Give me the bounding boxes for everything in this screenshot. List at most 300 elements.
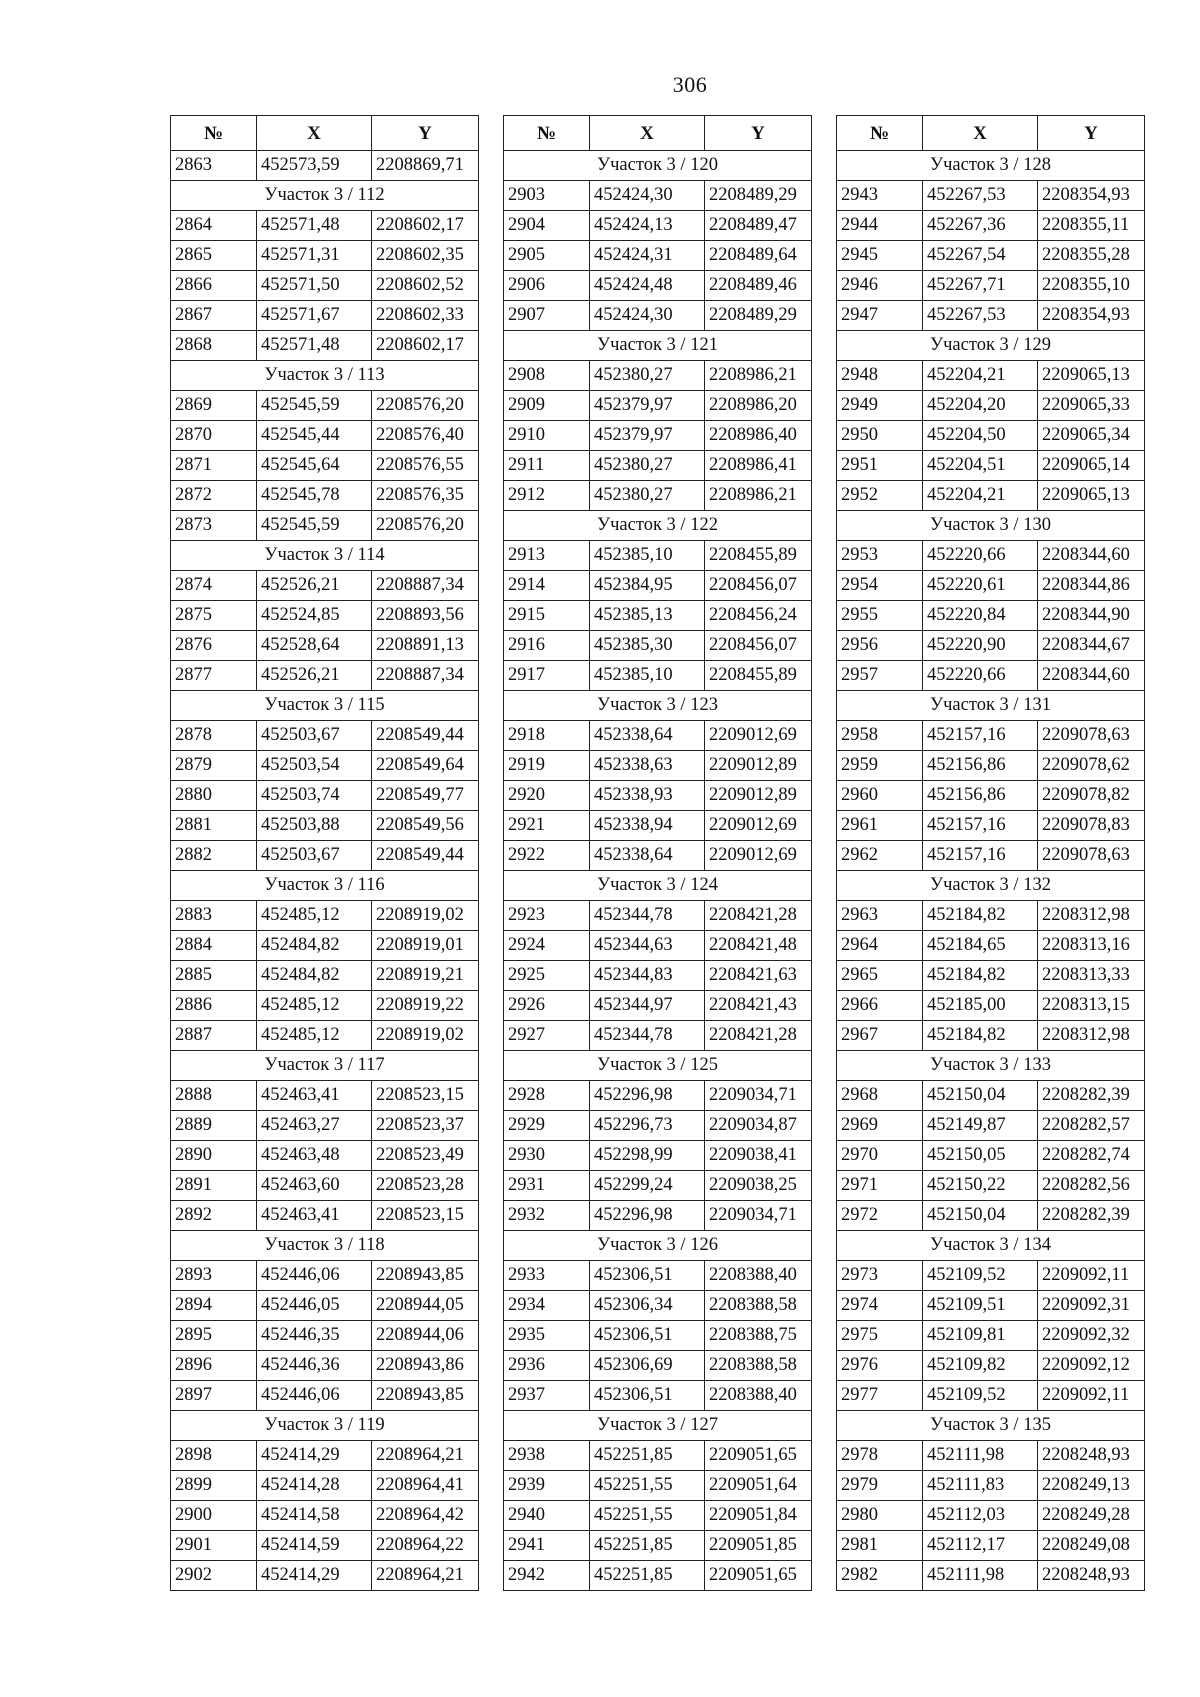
x-coordinate-cell: 452204,51 [923,451,1038,481]
y-coordinate-cell: 2209034,87 [705,1111,812,1141]
table-row [504,1321,812,1351]
table-row [837,1261,1145,1291]
point-number-cell: 2886 [171,991,257,1021]
y-coordinate-cell: 2208523,28 [372,1171,479,1201]
table-row [837,301,1145,331]
y-coordinate-cell: 2208344,67 [1038,631,1145,661]
x-coordinate-cell: 452184,65 [923,931,1038,961]
x-coordinate-cell: 452220,90 [923,631,1038,661]
x-coordinate-cell: 452424,13 [590,211,705,241]
y-coordinate-cell: 2208354,93 [1038,301,1145,331]
table-row [504,451,812,481]
point-number-cell: 2978 [837,1441,923,1471]
x-coordinate-cell: 452571,48 [257,211,372,241]
y-coordinate-cell: 2208576,35 [372,481,479,511]
table-row [837,541,1145,571]
point-number-cell: 2939 [504,1471,590,1501]
table-row [504,781,812,811]
y-coordinate-cell: 2208893,56 [372,601,479,631]
x-coordinate-cell: 452109,51 [923,1291,1038,1321]
x-coordinate-cell: 452526,21 [257,661,372,691]
table-row [837,1171,1145,1201]
point-number-cell: 2970 [837,1141,923,1171]
point-number-cell: 2905 [504,241,590,271]
table-row [837,1351,1145,1381]
table-row [171,1201,479,1231]
point-number-cell: 2967 [837,1021,923,1051]
y-coordinate-cell: 2208549,77 [372,781,479,811]
section-row [837,331,1145,361]
y-coordinate-cell: 2208919,02 [372,1021,479,1051]
y-coordinate-cell: 2209078,63 [1038,841,1145,871]
y-coordinate-cell: 2209051,65 [705,1441,812,1471]
x-coordinate-cell: 452503,54 [257,751,372,781]
x-coordinate-cell: 452380,27 [590,451,705,481]
y-coordinate-cell: 2209038,41 [705,1141,812,1171]
x-coordinate-cell: 452111,98 [923,1561,1038,1591]
table-row [504,1381,812,1411]
y-coordinate-cell: 2209038,25 [705,1171,812,1201]
table-row [504,841,812,871]
point-number-cell: 2881 [171,811,257,841]
x-coordinate-cell: 452379,97 [590,421,705,451]
point-number-cell: 2980 [837,1501,923,1531]
section-title: Участок 3 / 123 [504,691,812,721]
table-row [171,421,479,451]
table-row [504,541,812,571]
section-row [504,1231,812,1261]
point-number-cell: 2908 [504,361,590,391]
y-coordinate-cell: 2208388,58 [705,1291,812,1321]
point-number-cell: 2960 [837,781,923,811]
table-row [504,961,812,991]
table-row [504,1501,812,1531]
coordinate-table-3 [836,115,1145,1591]
x-coordinate-cell: 452267,71 [923,271,1038,301]
table-row [504,601,812,631]
point-number-cell: 2871 [171,451,257,481]
y-coordinate-cell: 2208964,41 [372,1471,479,1501]
x-coordinate-cell: 452251,55 [590,1471,705,1501]
point-number-cell: 2890 [171,1141,257,1171]
x-coordinate-cell: 452306,34 [590,1291,705,1321]
y-coordinate-cell: 2209078,63 [1038,721,1145,751]
point-number-cell: 2880 [171,781,257,811]
y-coordinate-cell: 2208355,28 [1038,241,1145,271]
y-coordinate-cell: 2208602,52 [372,271,479,301]
x-coordinate-cell: 452149,87 [923,1111,1038,1141]
x-coordinate-cell: 452380,27 [590,361,705,391]
section-row [171,871,479,901]
table-row [171,781,479,811]
table-row [171,151,479,181]
y-coordinate-cell: 2208919,22 [372,991,479,1021]
table-row [837,1531,1145,1561]
point-number-cell: 2903 [504,181,590,211]
x-coordinate-cell: 452150,04 [923,1081,1038,1111]
point-number-cell: 2915 [504,601,590,631]
table-row [837,1021,1145,1051]
x-coordinate-cell: 452446,36 [257,1351,372,1381]
y-coordinate-cell: 2208943,85 [372,1381,479,1411]
y-coordinate-cell: 2209051,65 [705,1561,812,1591]
point-number-cell: 2977 [837,1381,923,1411]
table-row [504,481,812,511]
point-number-cell: 2865 [171,241,257,271]
x-coordinate-cell: 452414,58 [257,1501,372,1531]
y-coordinate-cell: 2208986,41 [705,451,812,481]
point-number-cell: 2951 [837,451,923,481]
table-row [837,991,1145,1021]
table-row [504,211,812,241]
y-coordinate-cell: 2209078,62 [1038,751,1145,781]
table-row [504,751,812,781]
point-number-cell: 2963 [837,901,923,931]
table-row [837,1561,1145,1591]
point-number-cell: 2913 [504,541,590,571]
x-coordinate-cell: 452296,98 [590,1081,705,1111]
y-coordinate-cell: 2208489,47 [705,211,812,241]
x-coordinate-cell: 452157,16 [923,811,1038,841]
y-coordinate-cell: 2208344,90 [1038,601,1145,631]
point-number-cell: 2982 [837,1561,923,1591]
y-coordinate-cell: 2209092,32 [1038,1321,1145,1351]
x-coordinate-cell: 452503,88 [257,811,372,841]
point-number-cell: 2935 [504,1321,590,1351]
point-number-cell: 2875 [171,601,257,631]
table-row [837,1501,1145,1531]
point-number-cell: 2893 [171,1261,257,1291]
point-number-cell: 2902 [171,1561,257,1591]
table-row [171,481,479,511]
point-number-cell: 2918 [504,721,590,751]
point-number-cell: 2925 [504,961,590,991]
table-row [837,361,1145,391]
x-coordinate-cell: 452485,12 [257,991,372,1021]
table-row [171,1351,479,1381]
table-row [504,1171,812,1201]
x-coordinate-cell: 452545,59 [257,391,372,421]
section-title: Участок 3 / 122 [504,511,812,541]
table-row [837,241,1145,271]
table-row [171,241,479,271]
table-row [504,931,812,961]
table-row [171,1531,479,1561]
x-coordinate-cell: 452424,48 [590,271,705,301]
table-row [837,931,1145,961]
table-row [171,1561,479,1591]
y-coordinate-cell: 2209065,34 [1038,421,1145,451]
table-row [171,1381,479,1411]
table-row [837,271,1145,301]
point-number-cell: 2914 [504,571,590,601]
table-row [504,301,812,331]
point-number-cell: 2930 [504,1141,590,1171]
x-coordinate-cell: 452204,50 [923,421,1038,451]
point-number-cell: 2976 [837,1351,923,1381]
table-row [837,181,1145,211]
x-coordinate-cell: 452526,21 [257,571,372,601]
table-row [504,571,812,601]
y-coordinate-cell: 2208313,33 [1038,961,1145,991]
y-coordinate-cell: 2208964,21 [372,1441,479,1471]
table-row [504,631,812,661]
table-row [837,1201,1145,1231]
section-row [837,1231,1145,1261]
point-number-cell: 2883 [171,901,257,931]
x-coordinate-cell: 452306,51 [590,1381,705,1411]
y-coordinate-cell: 2208456,07 [705,631,812,661]
x-coordinate-cell: 452414,28 [257,1471,372,1501]
x-coordinate-cell: 452344,97 [590,991,705,1021]
y-coordinate-cell: 2209092,11 [1038,1261,1145,1291]
table-row [171,1081,479,1111]
point-number-cell: 2932 [504,1201,590,1231]
header-y: Y [1038,116,1145,151]
section-row [837,871,1145,901]
y-coordinate-cell: 2208964,21 [372,1561,479,1591]
x-coordinate-cell: 452424,30 [590,301,705,331]
point-number-cell: 2878 [171,721,257,751]
table-row [171,1321,479,1351]
x-coordinate-cell: 452484,82 [257,931,372,961]
x-coordinate-cell: 452503,67 [257,841,372,871]
point-number-cell: 2962 [837,841,923,871]
section-row [837,511,1145,541]
table-row [171,391,479,421]
point-number-cell: 2892 [171,1201,257,1231]
x-coordinate-cell: 452267,53 [923,181,1038,211]
table-header-row [171,116,479,151]
point-number-cell: 2946 [837,271,923,301]
table-row [837,1081,1145,1111]
x-coordinate-cell: 452112,17 [923,1531,1038,1561]
x-coordinate-cell: 452463,41 [257,1081,372,1111]
table-row [504,421,812,451]
y-coordinate-cell: 2209065,33 [1038,391,1145,421]
x-coordinate-cell: 452157,16 [923,721,1038,751]
table-row [504,1531,812,1561]
table-row [171,1501,479,1531]
x-coordinate-cell: 452150,05 [923,1141,1038,1171]
table-row [837,1141,1145,1171]
table-row [504,1471,812,1501]
x-coordinate-cell: 452338,64 [590,721,705,751]
point-number-cell: 2924 [504,931,590,961]
table-row [504,811,812,841]
x-coordinate-cell: 452414,29 [257,1441,372,1471]
point-number-cell: 2981 [837,1531,923,1561]
point-number-cell: 2891 [171,1171,257,1201]
table-header-row [837,116,1145,151]
y-coordinate-cell: 2208576,55 [372,451,479,481]
y-coordinate-cell: 2209012,89 [705,751,812,781]
point-number-cell: 2867 [171,301,257,331]
table-row [837,661,1145,691]
y-coordinate-cell: 2208964,42 [372,1501,479,1531]
point-number-cell: 2938 [504,1441,590,1471]
x-coordinate-cell: 452463,60 [257,1171,372,1201]
point-number-cell: 2934 [504,1291,590,1321]
y-coordinate-cell: 2208986,21 [705,361,812,391]
table-row [504,361,812,391]
x-coordinate-cell: 452545,59 [257,511,372,541]
table-row [504,271,812,301]
header-number: № [504,116,590,151]
point-number-cell: 2950 [837,421,923,451]
section-title: Участок 3 / 114 [171,541,479,571]
point-number-cell: 2868 [171,331,257,361]
x-coordinate-cell: 452267,53 [923,301,1038,331]
point-number-cell: 2919 [504,751,590,781]
point-number-cell: 2922 [504,841,590,871]
y-coordinate-cell: 2208388,75 [705,1321,812,1351]
y-coordinate-cell: 2208523,15 [372,1201,479,1231]
page-number: 306 [672,72,708,97]
x-coordinate-cell: 452156,86 [923,781,1038,811]
point-number-cell: 2897 [171,1381,257,1411]
y-coordinate-cell: 2208986,20 [705,391,812,421]
x-coordinate-cell: 452184,82 [923,901,1038,931]
x-coordinate-cell: 452251,55 [590,1501,705,1531]
x-coordinate-cell: 452571,48 [257,331,372,361]
point-number-cell: 2968 [837,1081,923,1111]
y-coordinate-cell: 2208282,39 [1038,1081,1145,1111]
point-number-cell: 2904 [504,211,590,241]
y-coordinate-cell: 2209092,31 [1038,1291,1145,1321]
x-coordinate-cell: 452184,82 [923,961,1038,991]
x-coordinate-cell: 452571,31 [257,241,372,271]
section-row [504,871,812,901]
y-coordinate-cell: 2208282,56 [1038,1171,1145,1201]
point-number-cell: 2940 [504,1501,590,1531]
point-number-cell: 2942 [504,1561,590,1591]
table-row [504,721,812,751]
section-title: Участок 3 / 128 [837,151,1145,181]
section-title: Участок 3 / 118 [171,1231,479,1261]
table-row [504,1141,812,1171]
x-coordinate-cell: 452545,64 [257,451,372,481]
point-number-cell: 2901 [171,1531,257,1561]
table-row [837,631,1145,661]
y-coordinate-cell: 2208944,05 [372,1291,479,1321]
table-row [837,901,1145,931]
y-coordinate-cell: 2208943,85 [372,1261,479,1291]
y-coordinate-cell: 2208549,64 [372,751,479,781]
point-number-cell: 2877 [171,661,257,691]
section-title: Участок 3 / 131 [837,691,1145,721]
point-number-cell: 2969 [837,1111,923,1141]
table-row [837,421,1145,451]
x-coordinate-cell: 452485,12 [257,901,372,931]
y-coordinate-cell: 2208344,60 [1038,661,1145,691]
table-row [504,1561,812,1591]
point-number-cell: 2911 [504,451,590,481]
point-number-cell: 2869 [171,391,257,421]
table-row [837,751,1145,781]
y-coordinate-cell: 2208312,98 [1038,1021,1145,1051]
y-coordinate-cell: 2208887,34 [372,661,479,691]
section-title: Участок 3 / 117 [171,1051,479,1081]
table-row [171,961,479,991]
table-row [837,451,1145,481]
y-coordinate-cell: 2209034,71 [705,1081,812,1111]
point-number-cell: 2979 [837,1471,923,1501]
point-number-cell: 2906 [504,271,590,301]
point-number-cell: 2887 [171,1021,257,1051]
table-row [171,271,479,301]
section-title: Участок 3 / 135 [837,1411,1145,1441]
y-coordinate-cell: 2208602,35 [372,241,479,271]
y-coordinate-cell: 2209092,11 [1038,1381,1145,1411]
point-number-cell: 2921 [504,811,590,841]
table-row [171,1171,479,1201]
table-row [171,571,479,601]
table-row [171,451,479,481]
table-row [837,1471,1145,1501]
table-row [171,901,479,931]
y-coordinate-cell: 2208489,46 [705,271,812,301]
point-number-cell: 2933 [504,1261,590,1291]
section-title: Участок 3 / 115 [171,691,479,721]
table-row [837,1321,1145,1351]
x-coordinate-cell: 452344,63 [590,931,705,961]
y-coordinate-cell: 2208388,58 [705,1351,812,1381]
section-row [837,691,1145,721]
x-coordinate-cell: 452380,27 [590,481,705,511]
table-row [837,571,1145,601]
y-coordinate-cell: 2208602,17 [372,331,479,361]
x-coordinate-cell: 452112,03 [923,1501,1038,1531]
y-coordinate-cell: 2208355,10 [1038,271,1145,301]
table-row [837,1291,1145,1321]
y-coordinate-cell: 2208421,43 [705,991,812,1021]
x-coordinate-cell: 452414,59 [257,1531,372,1561]
table-header-row [504,116,812,151]
x-coordinate-cell: 452111,98 [923,1441,1038,1471]
y-coordinate-cell: 2208344,60 [1038,541,1145,571]
section-title: Участок 3 / 112 [171,181,479,211]
point-number-cell: 2923 [504,901,590,931]
y-coordinate-cell: 2208344,86 [1038,571,1145,601]
point-number-cell: 2874 [171,571,257,601]
x-coordinate-cell: 452220,84 [923,601,1038,631]
x-coordinate-cell: 452545,78 [257,481,372,511]
section-title: Участок 3 / 129 [837,331,1145,361]
y-coordinate-cell: 2208523,37 [372,1111,479,1141]
point-number-cell: 2895 [171,1321,257,1351]
x-coordinate-cell: 452204,21 [923,481,1038,511]
table-row [171,301,479,331]
point-number-cell: 2896 [171,1351,257,1381]
point-number-cell: 2972 [837,1201,923,1231]
point-number-cell: 2900 [171,1501,257,1531]
section-row [504,691,812,721]
table-row [504,1261,812,1291]
y-coordinate-cell: 2208421,28 [705,901,812,931]
table-row [837,211,1145,241]
y-coordinate-cell: 2208489,64 [705,241,812,271]
y-coordinate-cell: 2208355,11 [1038,211,1145,241]
y-coordinate-cell: 2208891,13 [372,631,479,661]
table-row [837,1441,1145,1471]
section-row [171,1051,479,1081]
y-coordinate-cell: 2209065,14 [1038,451,1145,481]
table-row [837,811,1145,841]
y-coordinate-cell: 2209092,12 [1038,1351,1145,1381]
x-coordinate-cell: 452485,12 [257,1021,372,1051]
x-coordinate-cell: 452204,21 [923,361,1038,391]
